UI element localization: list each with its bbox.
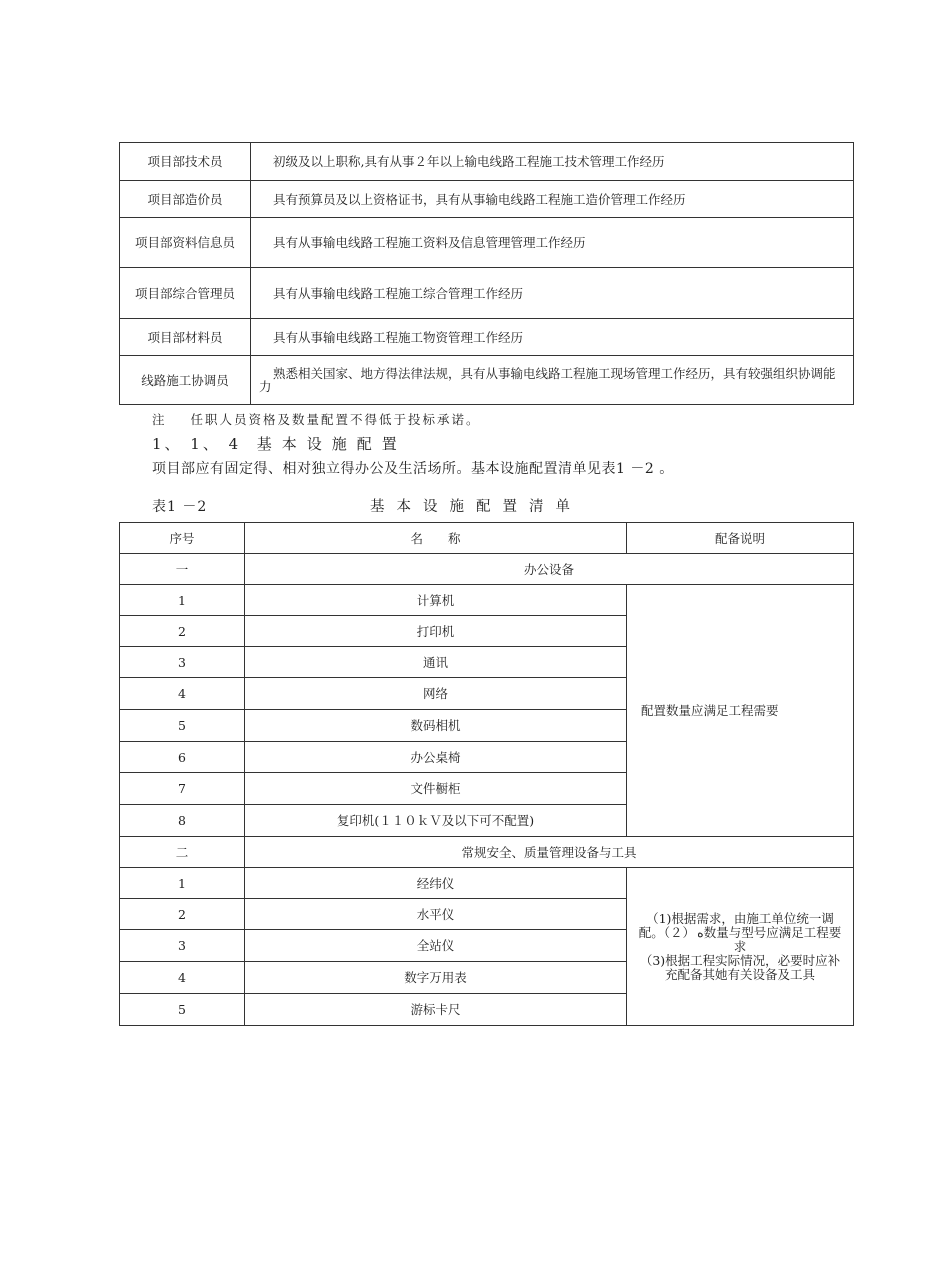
table-title: 基本设施配置清单: [370, 499, 582, 515]
item-name: 游标卡尺: [245, 994, 627, 1026]
item-name: 通讯: [245, 647, 627, 678]
group-name: 办公设备: [245, 554, 854, 585]
table-row: [120, 356, 854, 405]
requirement-cell: 具有预算员及以上资格证书，具有从事输电线路工程施工造价管理工作经历: [251, 181, 854, 218]
table-row: [120, 143, 854, 181]
table-row: [120, 181, 854, 218]
role-cell: 项目部技术员: [120, 143, 251, 181]
group-row: [120, 837, 854, 868]
item-no: 2: [120, 616, 245, 647]
table-row: [120, 218, 854, 268]
item-no: 6: [120, 742, 245, 773]
table-number: 表1 －2: [152, 499, 208, 515]
role-cell: 项目部材料员: [120, 319, 251, 356]
note-label: 注: [152, 412, 167, 427]
remark-line: （3)根据工程实际情况，必要时应补充配备其她有关设备及工具: [639, 952, 841, 982]
group-name: 常规安全、质量管理设备与工具: [245, 837, 854, 868]
table-note: [152, 410, 481, 428]
requirement-cell: 具有从事输电线路工程施工资料及信息管理管理工作经历: [251, 218, 854, 268]
role-cell: 项目部造价员: [120, 181, 251, 218]
item-no: 3: [120, 930, 245, 962]
section-title: 基本设施配置: [256, 435, 407, 453]
requirement-cell: 熟悉相关国家、地方得法律法规，具有从事输电线路工程施工现场管理工作经历，具有较强组织协调能力: [251, 356, 854, 405]
role-cell: 项目部综合管理员: [120, 268, 251, 319]
section-number: 1、 1、 4: [152, 435, 242, 453]
requirement-cell: 初级及以上职称,具有从事２年以上输电线路工程施工技术管理工作经历: [251, 143, 854, 181]
group-index: 一: [120, 554, 245, 585]
item-name: 复印机(１１０ｋＶ及以下可不配置): [245, 805, 627, 837]
item-no: 4: [120, 962, 245, 994]
item-no: 7: [120, 773, 245, 805]
table-row: [120, 268, 854, 319]
section-heading: [152, 433, 407, 454]
requirement-cell: 具有从事输电线路工程施工物资管理工作经历: [251, 319, 854, 356]
remark-cell: 配置数量应满足工程需要: [627, 585, 854, 837]
item-no: 4: [120, 678, 245, 710]
item-name: 数字万用表: [245, 962, 627, 994]
item-no: 3: [120, 647, 245, 678]
item-no: 5: [120, 710, 245, 742]
item-name: 文件橱柜: [245, 773, 627, 805]
group-index: 二: [120, 837, 245, 868]
header-no: 序号: [120, 523, 245, 554]
requirement-cell: 具有从事输电线路工程施工综合管理工作经历: [251, 268, 854, 319]
item-no: 2: [120, 899, 245, 930]
role-cell: 线路施工协调员: [120, 356, 251, 405]
body-paragraph: 项目部应有固定得、相对独立得办公及生活场所。基本设施配置清单见表1 －2 。: [152, 461, 674, 477]
item-name: 全站仪: [245, 930, 627, 962]
item-no: 8: [120, 805, 245, 837]
remark-cell: [627, 868, 854, 1026]
item-name: 打印机: [245, 616, 627, 647]
item-name: 网络: [245, 678, 627, 710]
item-no: 1: [120, 585, 245, 616]
role-cell: 项目部资料信息员: [120, 218, 251, 268]
item-name: 水平仪: [245, 899, 627, 930]
table-header-row: [120, 523, 854, 554]
group-row: [120, 554, 854, 585]
equipment-table: [119, 522, 854, 1026]
item-name: 经纬仪: [245, 868, 627, 899]
remark-line: （1)根据需求，由施工单位统一调配。（２） ه数量与型号应满足工程要求: [638, 910, 842, 954]
note-text: 任职人员资格及数量配置不得低于投标承诺。: [190, 412, 481, 427]
header-remark: 配备说明: [627, 523, 854, 554]
item-name: 计算机: [245, 585, 627, 616]
table-row: [120, 319, 854, 356]
table-row: [120, 868, 854, 899]
item-no: 5: [120, 994, 245, 1026]
staff-qualification-table: [119, 142, 854, 405]
item-name: 数码相机: [245, 710, 627, 742]
item-name: 办公桌椅: [245, 742, 627, 773]
table-row: [120, 585, 854, 616]
header-name: 名 称: [245, 523, 627, 554]
item-no: 1: [120, 868, 245, 899]
